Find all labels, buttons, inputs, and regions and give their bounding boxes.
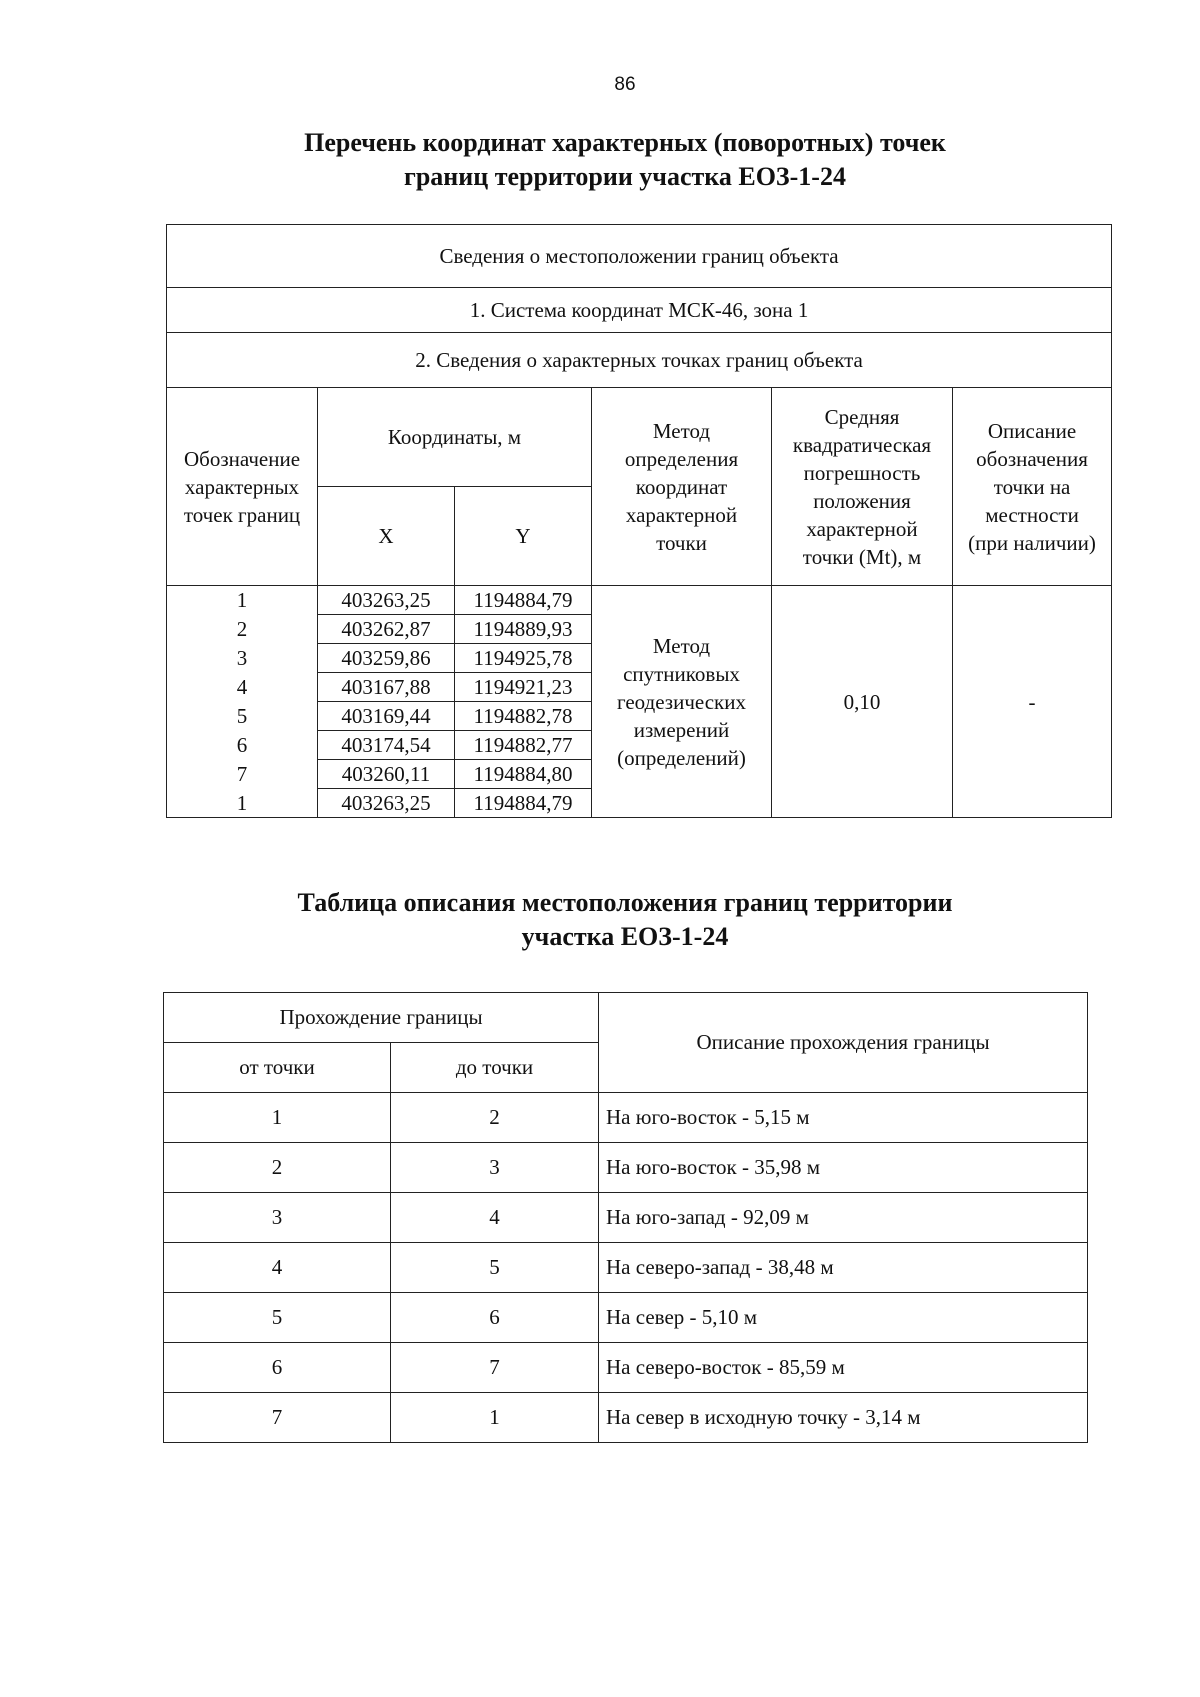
y-cell: 1194884,80 [455,760,592,789]
y-cell: 1194921,23 [455,673,592,702]
method-value-line: геодезических [616,689,746,714]
table-row [164,1293,1088,1343]
col-point-line: точек границ [183,502,301,527]
col-descr-header [953,388,1112,586]
col-descr-line: точки на [993,474,1071,499]
to-cell: 6 [391,1293,599,1343]
col-from-header: от точки [164,1043,391,1093]
col-error-line: погрешность [803,460,921,485]
from-cell: 7 [164,1393,391,1443]
description-cell: На север - 5,10 м [599,1293,1088,1343]
y-cell: 1194882,77 [455,731,592,760]
table-row [164,1393,1088,1443]
method-value-line: измерений [633,717,730,742]
table-row [164,1193,1088,1243]
from-cell: 2 [164,1143,391,1193]
coords-title-line1: Перечень координат характерных (поворотных) точек [304,128,946,157]
to-cell: 7 [391,1343,599,1393]
description-title [0,886,1200,954]
col-point-line: характерных [184,474,300,499]
col-to-header: до точки [391,1043,599,1093]
point-cell: 7 [167,760,318,789]
col-method-line: характерной [625,502,738,527]
table-row [164,1093,1088,1143]
point-cell: 1 [167,586,318,615]
from-cell: 5 [164,1293,391,1343]
col-descr-line: обозначения [976,446,1088,471]
col-method-line: определения [624,446,739,471]
col-description-header: Описание прохождения границы [599,993,1088,1093]
from-cell: 1 [164,1093,391,1143]
col-method-header [592,388,772,586]
col-coords-header: Координаты, м [318,388,592,487]
col-method-line: точки [656,530,707,555]
col-point-header [167,388,318,586]
error-value: 0,10 [772,586,953,818]
point-cell: 5 [167,702,318,731]
col-error-header [772,388,953,586]
table-row [164,1243,1088,1293]
x-cell: 403174,54 [318,731,455,760]
description-cell: На северо-запад - 38,48 м [599,1243,1088,1293]
from-cell: 6 [164,1343,391,1393]
description-title-line1: Таблица описания местоположения границ территории [297,888,953,917]
y-cell: 1194882,78 [455,702,592,731]
coords-heading: Сведения о местоположении границ объекта [167,225,1112,288]
description-title-line2: участка ЕОЗ-1-24 [521,922,729,951]
coords-title-line2: границ территории участка ЕОЗ-1-24 [404,162,846,191]
x-cell: 403263,25 [318,586,455,615]
coordinates-table [166,224,1112,818]
point-cell: 2 [167,615,318,644]
page-number: 86 [614,74,636,95]
col-error-line: характерной [806,516,918,541]
table-row [164,1143,1088,1193]
description-cell: На север в исходную точку - 3,14 м [599,1393,1088,1443]
table-row [167,586,1112,615]
method-value [592,586,772,818]
point-cell: 4 [167,673,318,702]
to-cell: 1 [391,1393,599,1443]
col-error-line: квадратическая [792,432,932,457]
to-cell: 5 [391,1243,599,1293]
table-row [164,1343,1088,1393]
col-method-line: координат [635,474,728,499]
col-descr-line: местности [985,502,1079,527]
description-cell: На северо-восток - 85,59 м [599,1343,1088,1393]
col-y-header: Y [455,487,592,586]
col-point-line: Обозначение [183,446,301,471]
from-cell: 4 [164,1243,391,1293]
description-cell: На юго-запад - 92,09 м [599,1193,1088,1243]
point-cell: 1 [167,789,318,818]
point-cell: 3 [167,644,318,673]
y-cell: 1194925,78 [455,644,592,673]
method-value-line: (определений) [617,745,746,770]
x-cell: 403260,11 [318,760,455,789]
description-cell: На юго-восток - 35,98 м [599,1143,1088,1193]
from-cell: 3 [164,1193,391,1243]
col-error-line: положения [813,488,911,513]
method-value-line: Метод [652,633,711,658]
x-cell: 403262,87 [318,615,455,644]
x-cell: 403263,25 [318,789,455,818]
point-cell: 6 [167,731,318,760]
to-cell: 3 [391,1143,599,1193]
y-cell: 1194884,79 [455,586,592,615]
coords-subheading: 2. Сведения о характерных точках границ объекта [167,333,1112,388]
to-cell: 2 [391,1093,599,1143]
to-cell: 4 [391,1193,599,1243]
descr-value: - [953,586,1112,818]
col-method-line: Метод [652,418,711,443]
y-cell: 1194884,79 [455,789,592,818]
x-cell: 403167,88 [318,673,455,702]
x-cell: 403169,44 [318,702,455,731]
col-descr-line: (при наличии) [968,530,1096,555]
x-cell: 403259,86 [318,644,455,673]
col-error-line: точки (Mt), м [802,544,922,569]
col-x-header: X [318,487,455,586]
col-descr-line: Описание [987,418,1077,443]
coords-system: 1. Система координат МСК-46, зона 1 [167,288,1112,333]
boundary-description-table [163,992,1088,1443]
y-cell: 1194889,93 [455,615,592,644]
description-cell: На юго-восток - 5,15 м [599,1093,1088,1143]
coords-title [0,126,1200,194]
method-value-line: спутниковых [623,661,740,686]
col-passage-header: Прохождение границы [164,993,599,1043]
col-error-line: Средняя [824,404,900,429]
